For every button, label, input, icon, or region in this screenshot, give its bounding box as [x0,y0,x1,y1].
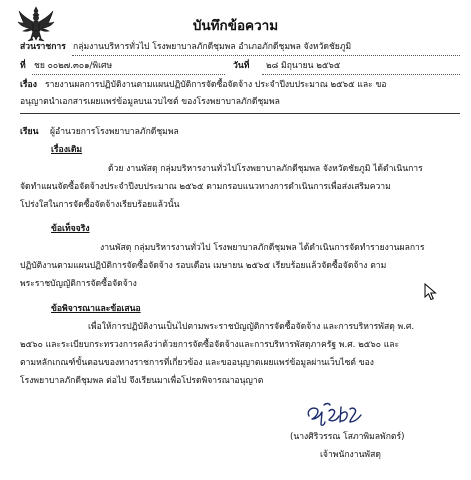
subject-divider [20,113,460,114]
proposal-heading: ข้อพิจารณาและข้อเสนอ [51,304,141,314]
proposal-line: ๒๕๖๐ และระเบียบกระทรวงการคลังว่าด้วยการจัดซื้อจัดจ้างและการบริหารพัสดุภาครัฐ พ.ศ. ๒๕๖๐ และ [20,340,400,350]
date-label: วันที่ [233,61,250,71]
facts-line: งานพัสดุ กลุ่มบริหารงานทั่วไป โรงพยาบาลภักดีชุมพล ได้ดำเนินการจัดทำรายงานผลการ [100,243,425,253]
signer-name: (นางศิริวรรณ โสภาพิมลพักตร์) [290,432,405,442]
signer-position: เจ้าพนักงานพัสดุ [320,450,381,460]
facts-line: พระราชบัญญัติการจัดซื้อจัดจ้าง [20,279,137,289]
mouse-pointer-icon [424,283,438,301]
agency-dotted-rule [72,55,460,56]
facts-heading: ข้อเท็จจริง [51,224,90,234]
to-value: ผู้อำนวยการโรงพยาบาลภักดีชุมพล [50,127,179,137]
ref-dotted-rule [32,74,225,75]
agency-label: ส่วนราชการ [20,42,66,52]
subject-line-2: อนุญาตนำเอกสารเผยแพร่ข้อมูลบนเวบไซต์ ของโรงพยาบาลภักดีชุมพล [20,97,280,107]
proposal-line: โรงพยาบาลภักดีชุมพล ต่อไป จึงเรียนมาเพื่อโปรดพิจารณาอนุญาต [20,376,264,386]
agency-value: กลุ่มงานบริหารทั่วไป โรงพยาบาลภักดีชุมพล อำเภอภักดีชุมพล จังหวัดชัยภูมิ [73,42,352,52]
ref-label: ที่ [20,61,26,71]
to-label: เรียน [20,127,39,137]
date-dotted-rule [262,74,460,75]
subject-line-1: รายงานผลการปฏิบัติงานตามแผนปฏิบัติการจัดซื้อจัดจ้าง ประจำปีงบประมาณ ๒๕๖๕ และ ขอ [45,80,387,90]
proposal-line: เพื่อให้การปฏิบัติงานเป็นไปตามพระราชบัญญัติการจัดซื้อจัดจ้าง และการบริหารพัสดุ พ.ศ. [88,322,415,332]
proposal-line: ตามหลักเกณฑ์ขั้นตอนของทางราชการที่เกี่ยวข้อง และขออนุญาตเผยแพร่ข้อมูลผ่านเว็บไซต์ ของ [20,358,374,368]
subject-label: เรื่อง [20,80,37,90]
memo-title: บันทึกข้อความ [192,18,279,34]
origin-heading: เรื่องเดิม [51,145,83,155]
origin-line: โปร่งใสในการจัดซื้อจัดจ้างเรียบร้อยแล้วนั้น [20,200,180,210]
origin-line: จัดทำแผนจัดซื้อจัดจ้างประจำปีงบประมาณ ๒๕๖๕ ตามกรอบแนวทางการดำเนินการเพื่อส่งเสริมความ [20,182,391,192]
ref-value: ชย ๐๐๒๗.๓๐๑/พิเศษ [34,61,113,71]
handwritten-signature [303,400,365,428]
origin-line: ด้วย งานพัสดุ กลุ่มบริหารงานทั่วไปโรงพยาบาลภักดีชุมพล จังหวัดชัยภูมิ ได้ดำเนินการ [108,164,423,174]
facts-line: ปฏิบัติงานตามแผนปฏิบัติการจัดซื้อจัดจ้าง รอบเดือน เมษายน ๒๕๖๕ เรียบร้อยแล้วจัดซื้อจัดจ้าง ตาม [20,261,387,271]
date-value: ๒๘ มิถุนายน ๒๕๖๕ [266,61,341,71]
